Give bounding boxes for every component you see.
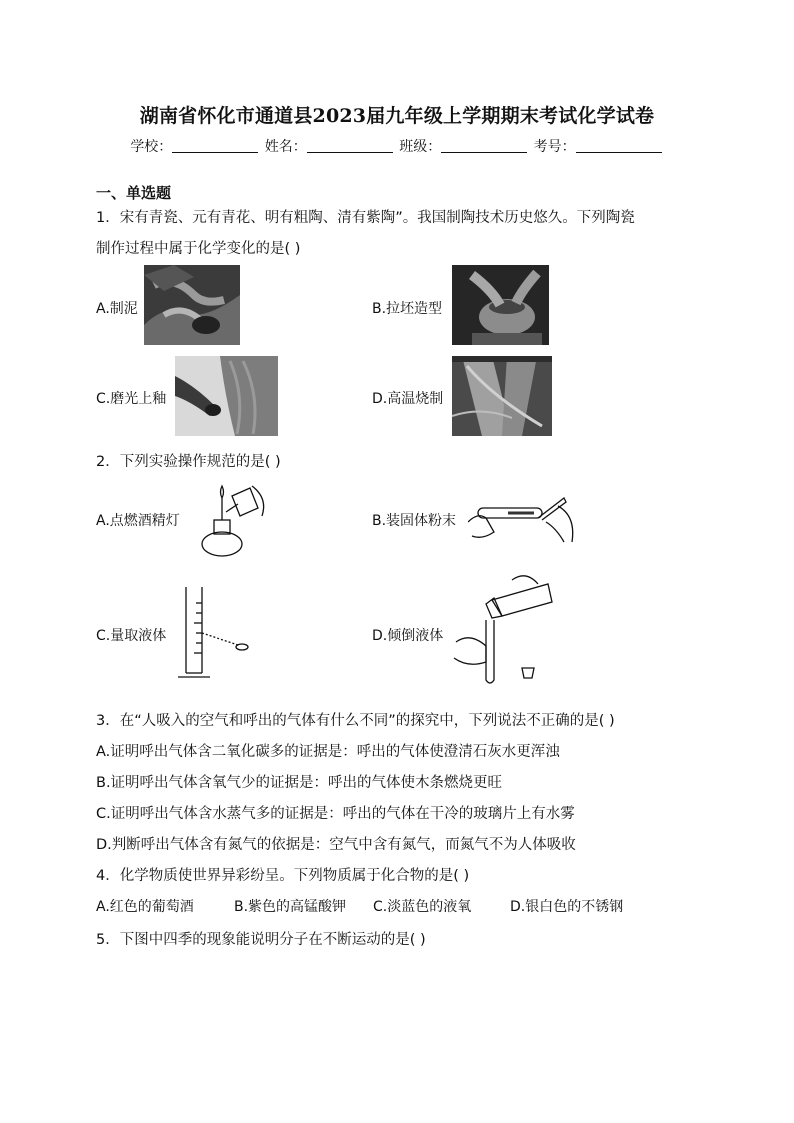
throwing-pottery-photo (452, 265, 549, 345)
light-alcohol-lamp-figure (192, 478, 272, 560)
number-label: 考号： (533, 139, 576, 155)
q3-option-c: C.证明呼出气体含水蒸气多的证据是：呼出的气体在干冷的玻璃片上有水雾 (96, 806, 575, 822)
q2-option-b: B.装固体粉末 (372, 513, 457, 529)
class-blank[interactable] (441, 138, 527, 153)
q3-option-b: B.证明呼出气体含氧气少的证据是：呼出的气体使木条燃烧更旺 (96, 775, 503, 791)
q1-option-a: A.制泥 (96, 301, 138, 317)
q2-option-a: A.点燃酒精灯 (96, 513, 180, 529)
q4-option-d: D.银白色的不锈钢 (510, 899, 624, 915)
q3-option-a: A.证明呼出气体含二氧化碳多的证据是：呼出的气体使澄清石灰水更浑浊 (96, 744, 560, 760)
number-blank[interactable] (576, 138, 662, 153)
kiln-firing-photo (452, 356, 552, 436)
q2-option-d: D.倾倒液体 (372, 628, 444, 644)
q4-option-b: B.紫色的高锰酸钾 (234, 899, 347, 915)
school-label: 学校： (130, 139, 173, 155)
q1-stem-line1: 1．宋有青瓷、元有青花、明有粗陶、清有紫陶”。我国制陶技术历史悠久。下列陶瓷 (96, 210, 635, 226)
pour-liquid-figure (452, 570, 556, 686)
name-label: 姓名： (264, 139, 307, 155)
q3-stem: 3．在“人吸入的空气和呼出的气体有什么不同”的探究中，下列说法不正确的是( ) (96, 713, 615, 729)
q4-option-a: A.红色的葡萄酒 (96, 899, 194, 915)
section-heading: 一、单选题 (96, 184, 172, 202)
q1-stem-line2: 制作过程中属于化学变化的是( ) (96, 241, 301, 257)
q2-stem: 2．下列实验操作规范的是( ) (96, 454, 281, 470)
q1-option-b: B.拉坯造型 (372, 301, 443, 317)
measure-liquid-figure (176, 583, 254, 683)
class-label: 班级： (399, 139, 442, 155)
school-blank[interactable] (172, 138, 258, 153)
polishing-glazing-photo (175, 356, 278, 436)
student-info-line (0, 136, 794, 156)
q1-option-d: D.高温烧制 (372, 391, 444, 407)
q4-option-c: C.淡蓝色的液氧 (373, 899, 472, 915)
q3-option-d: D.判断呼出气体含有氮气的依据是：空气中含有氮气，而氮气不为人体吸收 (96, 837, 576, 853)
q4-stem: 4．化学物质使世界异彩纷呈。下列物质属于化合物的是( ) (96, 868, 470, 884)
clay-making-photo (144, 265, 240, 345)
q2-option-c: C.量取液体 (96, 628, 167, 644)
q5-stem: 5．下图中四季的现象能说明分子在不断运动的是( ) (96, 932, 426, 948)
page-title: 湖南省怀化市通道县2023届九年级上学期期末考试化学试卷 (139, 105, 655, 127)
load-solid-powder-figure (468, 492, 580, 548)
q1-option-c: C.磨光上釉 (96, 391, 167, 407)
name-blank[interactable] (307, 138, 393, 153)
